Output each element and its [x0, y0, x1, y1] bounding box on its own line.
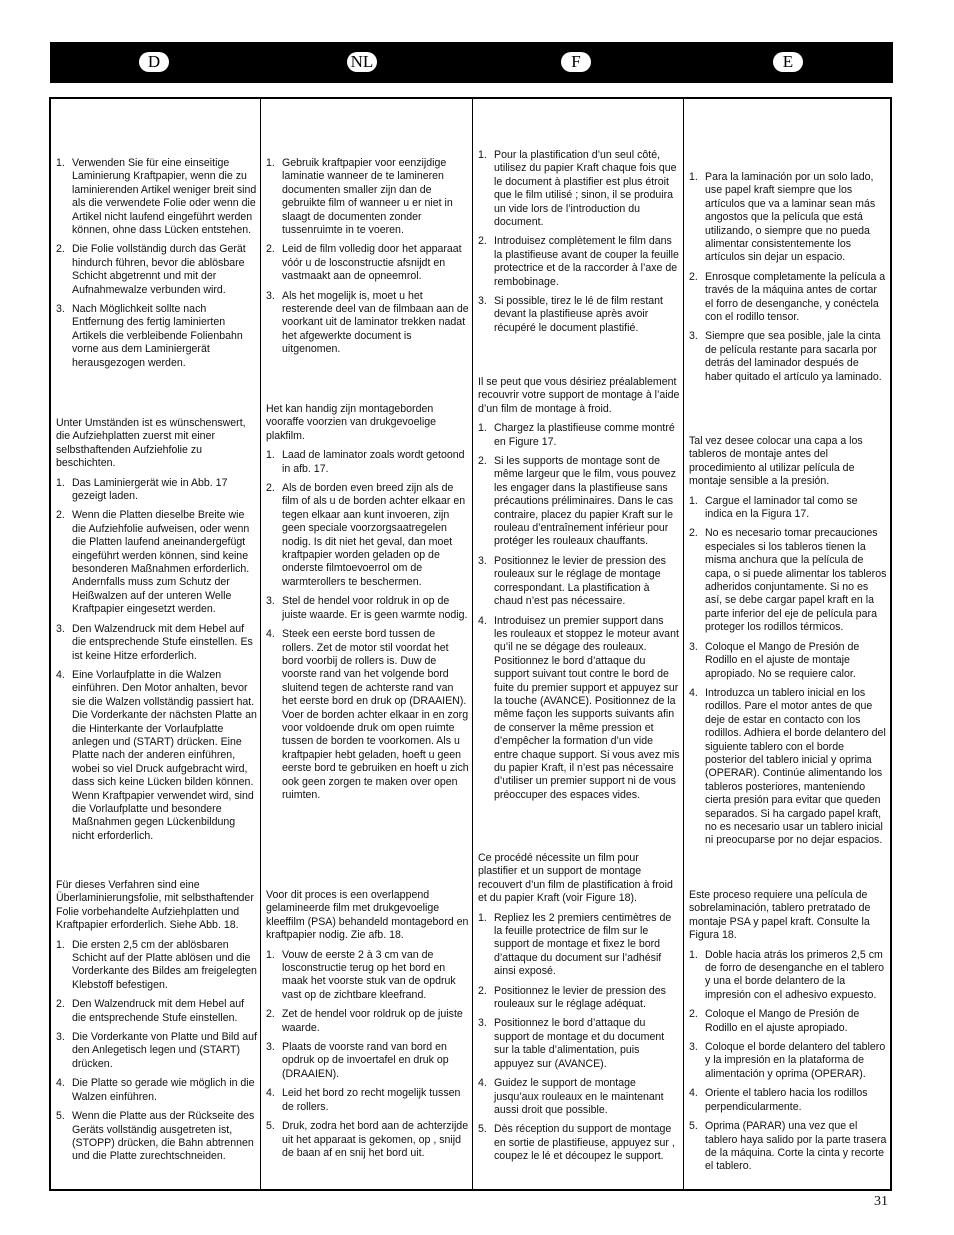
list-item: Druk, zodra het bord aan de achterzijde uit het apparaat is gekomen, op , snijd de baan af en snij het bord uit.	[282, 1120, 469, 1159]
section-single-sided	[478, 149, 680, 335]
list-item: Laad de laminator zoals wordt getoond in afb. 17.	[282, 449, 465, 475]
list-item: Gebruik kraftpapier voor eenzijdige laminatie wanneer de te lamineren documenten smaller zijn dan de gebruikte film of wanneer u er niet in slaagt de documenten zonder tussenruimte in te voeren.	[282, 157, 453, 237]
list-item: Coloque el Mango de Presión de Rodillo en el ajuste apropiado.	[705, 1008, 860, 1034]
list-item: Das Laminiergerät wie in Abb. 17 gezeigt laden.	[72, 476, 228, 503]
language-banner	[50, 42, 893, 83]
list-item: Introduzca un tablero inicial en los rodillos. Pare el motor antes de que deje de estar en contacto con los rodillos. Adhiera el borde delantero del siguiente tablero con el borde posterior del tablero inicial y oprima (OPERAR). Continúe alimentando los tableros posteriores, manteniendo cierta presión para evitar que queden separados. Si ha cargado papel kraft, no es necesario usar un tablero inicial ni preocuparse por no dejar espacios.	[705, 686, 886, 847]
list-item: Si possible, tirez le lé de film restant devant la plastifieuse après avoir récupéré le document plastifié.	[494, 295, 663, 334]
list-item: Enrosque completamente la película a través de la máquina antes de cortar el forro de desenganche, y conéctela con el rodillo tensor.	[705, 270, 886, 324]
column-german	[51, 99, 261, 1189]
list-item: Oriente el tablero hacia los rodillos perpendicularmente.	[705, 1087, 868, 1113]
list-item: Die ersten 2,5 cm der ablösbaren Schicht auf der Platte ablösen und die Vorderkante des Bildes am freigelegten Klebstoff befestigen.	[72, 938, 257, 991]
column-dutch	[261, 99, 473, 1189]
list-item: Die Vorderkante von Platte und Bild auf den Anlegetisch legen und (START) drücken.	[72, 1031, 257, 1070]
list-item: Steek een eerste bord tussen de rollers. Zet de motor stil voordat het bord voorbij de rollers is. Duw de voorste rand van het volgende bord sluitend tegen de achterste rand van het eerste bord en druk op (DRAAIEN). Voer de borden achter elkaar in en zorg voor voldoende druk om open ruimte tussen de borden te voorkomen. Als u kraftpapier hebt geladen, hoeft u geen eerste bord te gebruiken en hoeft u zich ook geen zorgen te maken over open ruimten.	[282, 628, 469, 801]
section-intro: Tal vez desee colocar una capa a los tableros de montaje antes del procedimiento al utilizar película de montaje sensible a la presión.	[689, 435, 863, 488]
section-single-sided	[689, 171, 887, 384]
list-item: Siempre que sea posible, jale la cinta de película restante para sacarla por detrás del laminador después de haber quitado el artículo ya laminado.	[705, 330, 882, 383]
list-item: Die Folie vollständig durch das Gerät hindurch führen, bevor die ablösbare Schicht abgetrennt und mit der Aufnahmewalze verbunden wird.	[72, 243, 246, 296]
lang-tab-fr: F	[561, 52, 591, 72]
column-spanish	[684, 99, 890, 1189]
section-mounting	[56, 879, 257, 1164]
section-mounting	[266, 889, 469, 1160]
list-item: Wenn die Platte aus der Rückseite des Geräts vollständig ausgetreten ist, (STOPP) drücken, die Bahn abtrennen und die Platte zurechtschneiden.	[72, 1110, 255, 1163]
list-item: Si les supports de montage sont de même largeur que le film, vous pouvez les engager dans la plastifieuse sans précautions préliminaires. Dans le cas contraire, placez du papier Kraft sur le rouleau d’entraînement inférieur pour protéger les rouleaux chauffants.	[494, 455, 676, 548]
list-item: Cargue el laminador tal como se indica en la Figura 17.	[705, 494, 858, 521]
list-item: Verwenden Sie für eine einseitige Laminierung Kraftpapier, wenn die zu laminierenden Artikel weniger breit sind als die verwendete Folie oder wenn die Artikel nicht laufend eingeführt werden können, ohne dass Lücken entstehen.	[72, 157, 257, 237]
column-french	[473, 99, 684, 1189]
list-item: Die Platte so gerade wie möglich in die Walzen einführen.	[72, 1077, 255, 1103]
list-item: Repliez les 2 premiers centimètres de la feuille protectrice de film sur le support de montage et fixez le bord d’attaque du document sur l’adhésif ainsi exposé.	[494, 911, 672, 978]
list-item: Introduisez complètement le film dans la plastifieuse avant de couper la feuille protectrice et de la raccorder à l’axe de rembobinage.	[494, 235, 679, 288]
section-intro: Voor dit proces is een overlappend gelamineerde film met drukgevoelige kleeffilm (PSA) behandeld montagebord en kraftpapier nodig. Zie afb. 18.	[266, 889, 469, 942]
list-item: Vouw de eerste 2 à 3 cm van de losconstructie terug op het bord en maak het voorste stuk van de opdruk vast op de zichtbare kleefrand.	[282, 948, 456, 1001]
lang-tab-es: E	[773, 52, 803, 72]
list-item: Chargez la plastifieuse comme montré en Figure 17.	[494, 422, 675, 448]
section-single-sided	[56, 157, 257, 370]
list-item: Dès réception du support de montage en sortie de plastifieuse, appuyez sur , coupez le lé et découpez le support.	[494, 1123, 675, 1163]
list-item: Oprima (PARAR) una vez que el tablero haya salido por la parte trasera de la máquina. Corte la cinta y recorte el tablero.	[705, 1120, 887, 1173]
section-intro: Unter Umständen ist es wünschenswert, die Aufziehplatten zuerst mit einer selbsthaftenden Aufziehfolie zu beschichten.	[56, 417, 246, 470]
list-item: Positionnez le levier de pression des rouleaux sur le réglage adéquat.	[494, 984, 666, 1011]
list-item: Coloque el Mango de Presión de Rodillo en el ajuste de montaje apropiado. No se requiere calor.	[705, 640, 860, 680]
content-frame	[49, 97, 892, 1191]
section-intro: Het kan handig zijn montageborden vooraffe voorzien van drukgevoelige plakfilm.	[266, 403, 437, 442]
list-item: Pour la plastification d’un seul côté, utilisez du papier Kraft chaque fois que le document à plastifier est plus étroit que le film utilisé ; sinon, il se produira un vide lors de l’introduction du document.	[494, 149, 677, 229]
list-item: Guidez le support de montage jusqu’aux rouleaux en le maintenant aussi droit que possible.	[494, 1077, 664, 1116]
section-intro: Ce procédé nécessite un film pour plastifier et un support de montage recouvert d’un film de plastification à froid et du papier Kraft (voir Figure 18).	[478, 852, 673, 905]
list-item: Para la laminación por un solo lado, use papel kraft siempre que los artículos que va a laminar sean más angostos que la película que está utilizando, o siempre que no pueda alimentar consistentemente los artículos sin dejar un espacio.	[705, 171, 876, 264]
section-precoating	[266, 403, 469, 802]
section-precoating	[478, 376, 680, 802]
lang-tab-de: D	[139, 52, 169, 72]
list-item: Plaats de voorste rand van bord en opdruk op de invoertafel en druk op (DRAAIEN).	[282, 1041, 449, 1080]
list-item: Doble hacia atrás los primeros 2,5 cm de forro de desenganche en el tablero y una el borde delantero de la impresión con el adhesivo expuesto.	[705, 948, 885, 1001]
list-item: Wenn die Platten dieselbe Breite wie die Aufziehfolie aufweisen, oder wenn die Platten laufend aneinandergefügt eingeführt werden können, sind keine besonderen Maßnahmen erforderlich. Andernfalls muss zum Schutz der Heißwalzen auf der unteren Welle Kraftpapier eingesetzt werden.	[72, 509, 250, 616]
list-item: Den Walzendruck mit dem Hebel auf die entsprechende Stufe einstellen. Es ist keine Hitze erforderlich.	[72, 622, 253, 662]
section-precoating	[56, 417, 257, 843]
list-item: Stel de hendel voor roldruk in op de juiste waarde. Er is geen warmte nodig.	[282, 595, 468, 621]
section-single-sided	[266, 157, 469, 357]
section-precoating	[689, 435, 887, 848]
list-item: Introduisez un premier support dans les rouleaux et stoppez le moteur avant qu’il ne se dégage des rouleaux. Positionnez le bord d’attaque du support suivant tout contre le bord de fuite du premier support et appuyez sur la touche (AVANCE). Positionnez de la même façon les supports suivants afin de conserver la même pression et d’empêcher la formation d’un vide entre chaque support. Si vous avez mis du papier Kraft, il n’est pas nécessaire d’utiliser un premier support ni de vous préoccuper des espaces vides.	[494, 614, 680, 801]
section-intro: Für dieses Verfahren sind eine Überlaminierungsfolie, mit selbsthaftender Folie vorbehandelte Aufziehplatten und Kraftpapier erforderlich. Siehe Abb. 18.	[56, 879, 254, 932]
section-intro: Este proceso requiere una película de sobrelaminación, tablero pretratado de montaje PSA y papel kraft. Consulte la Figura 18.	[689, 889, 871, 942]
list-item: No es necesario tomar precauciones especiales si los tableros tienen la misma anchura que la película de capa, o si puede alimentar los tableros adheridos conjuntamente. Si no es así, se debe cargar papel kraft en la parte inferior del eje de película para proteger los rodillos térmicos.	[705, 527, 887, 634]
list-item: Positionnez le bord d’attaque du support de montage et du document sur la table d’alimentation, puis appuyez sur (AVANCE).	[494, 1017, 665, 1070]
list-item: Als het mogelijk is, moet u het resterende deel van de filmbaan aan de voorkant uit de laminator trekken nadat het afgewerkte document is uitgenomen.	[282, 289, 469, 356]
list-item: Leid het bord zo recht mogelijk tussen de rollers.	[282, 1087, 461, 1113]
lang-tab-nl: NL	[347, 52, 377, 72]
section-mounting	[478, 852, 680, 1164]
page-number: 31	[874, 1194, 888, 1209]
list-item: Eine Vorlaufplatte in die Walzen einführen. Den Motor anhalten, bevor sie die Walzen vollständig passiert hat. Die Vorderkante der nächsten Platte an die Hinterkante der Vorlaufplatte anlegen und (START) drücken. Eine Platte nach der anderen einführen, wobei so viel Druck aufgebracht wird, dass sich keine Lücken bilden können. Wenn Kraftpapier verwendet wird, sind die Vorlaufplatte und besondere Maßnahmen gegen Lückenbildung nicht erforderlich.	[72, 668, 257, 842]
list-item: Zet de hendel voor roldruk op de juiste waarde.	[282, 1008, 463, 1034]
section-mounting	[689, 889, 887, 1174]
list-item: Coloque el borde delantero del tablero y la impresión en la plataforma de alimentación y oprima (OPERAR).	[705, 1041, 886, 1080]
list-item: Positionnez le levier de pression des rouleaux sur le réglage de montage correspondant. La plastification à chaud n’est pas nécessaire.	[494, 554, 666, 608]
section-intro: Il se peut que vous désiriez préalablement recouvrir votre support de montage à l’aide d’un film de montage à froid.	[478, 376, 680, 415]
list-item: Nach Möglichkeit sollte nach Entfernung des fertig laminierten Artikels die verbleibende Folienbahn vorne aus dem Laminiergerät herausgezogen werden.	[72, 303, 243, 369]
list-item: Den Walzendruck mit dem Hebel auf die entsprechende Stufe einstellen.	[72, 998, 245, 1024]
list-item: Leid de film volledig door het apparaat vóór u de losconstructie afsnijdt en vastmaakt aan de opneemrol.	[282, 243, 462, 283]
list-item: Als de borden even breed zijn als de film of als u de borden achter elkaar en tegen elkaar aan kunt invoeren, zijn geen speciale voorzorgsaatregelen nodig. Is dit niet het geval, dan moet kraftpapier worden geladen op de onderste filmtoevoerrol om de warmterollers te beschermen.	[282, 482, 466, 588]
